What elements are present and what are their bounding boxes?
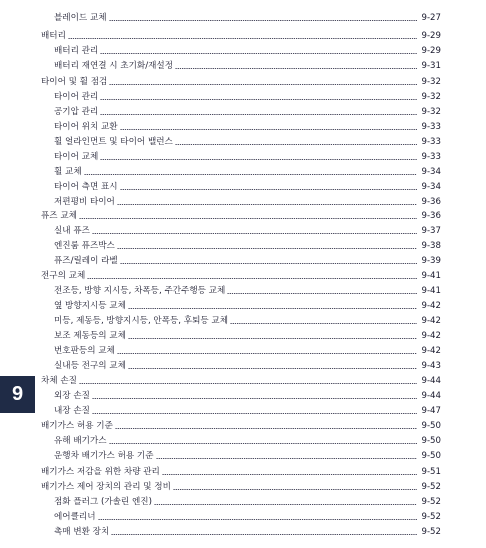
toc-subsection-entry[interactable] — [54, 313, 441, 327]
toc-page-number: 9-43 — [421, 361, 441, 371]
toc-entry-label: 퓨즈 교체 — [41, 211, 77, 221]
dot-leader — [79, 211, 417, 220]
toc-entry-label: 배터리 관리 — [54, 46, 99, 56]
toc-entry-label: 전조등, 방향 지시등, 차폭등, 주간주행등 교체 — [54, 286, 226, 296]
toc-subsection-entry[interactable] — [54, 283, 441, 297]
dot-leader — [68, 31, 417, 40]
toc-entry-label: 운행차 배기가스 허용 기준 — [54, 451, 154, 461]
toc-entry-label: 배기가스 저감을 위한 차량 관리 — [41, 467, 160, 477]
toc-page-number: 9-52 — [421, 482, 441, 492]
toc-subsection-entry[interactable] — [54, 89, 441, 103]
dot-leader — [120, 182, 417, 191]
toc-page-number: 9-32 — [421, 77, 441, 87]
dot-leader — [230, 316, 417, 325]
toc-subsection-entry[interactable] — [54, 343, 441, 357]
toc-entry-label: 옆 방향지시등 교체 — [54, 301, 126, 311]
dot-leader — [100, 92, 417, 101]
toc-subsection-entry[interactable] — [54, 328, 441, 342]
toc-subsection-entry[interactable] — [54, 194, 441, 208]
toc-page-number: 9-29 — [421, 31, 441, 41]
toc-subsection-entry[interactable] — [54, 104, 441, 118]
toc-page-number: 9-52 — [421, 512, 441, 522]
dot-leader — [92, 391, 417, 400]
toc-subsection-entry[interactable] — [54, 524, 441, 538]
toc-subsection-entry[interactable] — [54, 10, 441, 24]
toc-page-number: 9-41 — [421, 271, 441, 281]
toc-section-entry[interactable] — [41, 418, 441, 432]
toc-subsection-entry[interactable] — [54, 388, 441, 402]
dot-leader — [117, 346, 417, 355]
dot-leader — [227, 286, 417, 295]
toc-page-number: 9-44 — [421, 376, 441, 386]
toc-subsection-entry[interactable] — [54, 494, 441, 508]
dot-leader — [100, 107, 417, 116]
toc-page-number: 9-34 — [421, 167, 441, 177]
toc-page-number: 9-42 — [421, 346, 441, 356]
toc-page-number: 9-37 — [421, 226, 441, 236]
dot-leader — [109, 77, 417, 86]
toc-section-entry[interactable] — [41, 28, 441, 42]
toc-subsection-entry[interactable] — [54, 43, 441, 57]
toc-subsection-entry[interactable] — [54, 179, 441, 193]
dot-leader — [128, 301, 417, 310]
toc-page-number: 9-32 — [421, 92, 441, 102]
toc-page-number: 9-29 — [421, 46, 441, 56]
toc-entry-label: 공기압 관리 — [54, 107, 99, 117]
toc-entry-label: 에어클리너 — [54, 512, 96, 522]
dot-leader — [92, 406, 417, 415]
toc-page-number: 9-34 — [421, 182, 441, 192]
dot-leader — [79, 376, 417, 385]
dot-leader — [154, 497, 417, 506]
toc-section-entry[interactable] — [41, 268, 441, 282]
toc-page-number: 9-42 — [421, 301, 441, 311]
toc-page-number: 9-33 — [421, 137, 441, 147]
toc-entry-label: 촉매 변환 장치 — [54, 527, 110, 537]
toc-page-number: 9-32 — [421, 107, 441, 117]
toc-subsection-entry[interactable] — [54, 358, 441, 372]
dot-leader — [162, 467, 417, 476]
toc-page-number: 9-31 — [421, 61, 441, 71]
toc-page-number: 9-27 — [421, 13, 441, 23]
toc-page-number: 9-50 — [421, 451, 441, 461]
toc-subsection-entry[interactable] — [54, 403, 441, 417]
toc-entry-label: 저편평비 타이어 — [54, 197, 115, 207]
toc-subsection-entry[interactable] — [54, 223, 441, 237]
toc-section-entry[interactable] — [41, 464, 441, 478]
toc-section-entry[interactable] — [41, 373, 441, 387]
toc-subsection-entry[interactable] — [54, 134, 441, 148]
toc-entry-label: 유해 배기가스 — [54, 436, 107, 446]
toc-entry-label: 타이어 교체 — [54, 152, 99, 162]
toc-entry-label: 점화 플러그 (가솔린 엔진) — [54, 497, 152, 507]
toc-page-number: 9-33 — [421, 152, 441, 162]
toc-subsection-entry[interactable] — [54, 164, 441, 178]
toc-page-number: 9-36 — [421, 197, 441, 207]
toc-entry-label: 전구의 교체 — [41, 271, 86, 281]
toc-subsection-entry[interactable] — [54, 448, 441, 462]
dot-leader — [128, 361, 417, 370]
dot-leader — [92, 226, 417, 235]
toc-entry-label: 타이어 위치 교환 — [54, 122, 118, 132]
toc-subsection-entry[interactable] — [54, 58, 441, 72]
dot-leader — [111, 527, 417, 536]
toc-page-number: 9-52 — [421, 527, 441, 537]
dot-leader — [87, 271, 417, 280]
toc-subsection-entry[interactable] — [54, 509, 441, 523]
toc-section-entry[interactable] — [41, 74, 441, 88]
dot-leader — [109, 436, 417, 445]
dot-leader — [156, 451, 417, 460]
toc-entry-label: 타이어 및 휠 점검 — [41, 77, 108, 87]
dot-leader — [100, 46, 417, 55]
toc-page-number: 9-38 — [421, 241, 441, 251]
toc-entry-label: 보조 제동등의 교체 — [54, 331, 126, 341]
toc-entry-label: 차체 손질 — [41, 376, 77, 386]
toc-page-number: 9-50 — [421, 421, 441, 431]
toc-entry-label: 블레이드 교체 — [54, 13, 107, 23]
toc-page-number: 9-44 — [421, 391, 441, 401]
toc-entry-label: 타이어 관리 — [54, 92, 99, 102]
toc-subsection-entry[interactable] — [54, 253, 441, 267]
toc-entry-label: 배터리 — [41, 31, 66, 41]
toc-entry-label: 배기가스 허용 기준 — [41, 421, 113, 431]
dot-leader — [84, 167, 417, 176]
dot-leader — [115, 421, 417, 430]
toc-page-number: 9-52 — [421, 497, 441, 507]
toc-section-entry[interactable] — [41, 479, 441, 493]
toc-entry-label: 배기가스 제어 장치의 관리 및 정비 — [41, 482, 171, 492]
toc-entry-label: 퓨즈/릴레이 라벨 — [54, 256, 118, 266]
toc-subsection-entry[interactable] — [54, 119, 441, 133]
dot-leader — [120, 256, 417, 265]
toc-page-number: 9-42 — [421, 316, 441, 326]
dot-leader — [98, 512, 417, 521]
toc-entry-label: 휠 얼라인먼트 및 타이어 밸런스 — [54, 137, 173, 147]
dot-leader — [175, 61, 417, 70]
toc-subsection-entry[interactable] — [54, 433, 441, 447]
toc-entry-label: 타이어 측면 표시 — [54, 182, 118, 192]
toc-entry-label: 실내 퓨즈 — [54, 226, 90, 236]
toc-subsection-entry[interactable] — [54, 149, 441, 163]
toc-page-number: 9-33 — [421, 122, 441, 132]
dot-leader — [173, 482, 417, 491]
dot-leader — [120, 122, 417, 131]
dot-leader — [117, 197, 417, 206]
toc-entry-label: 번호판등의 교체 — [54, 346, 115, 356]
toc-entry-label: 실내등 전구의 교체 — [54, 361, 126, 371]
toc-page-number: 9-39 — [421, 256, 441, 266]
chapter-tab: 9 — [0, 376, 35, 413]
toc-subsection-entry[interactable] — [54, 298, 441, 312]
toc-page-number: 9-41 — [421, 286, 441, 296]
toc-section-entry[interactable] — [41, 208, 441, 222]
toc-entry-label: 엔진룸 퓨즈박스 — [54, 241, 115, 251]
toc-page-number: 9-50 — [421, 436, 441, 446]
toc-entry-label: 미등, 제동등, 방향지시등, 안폭등, 후퇴등 교체 — [54, 316, 229, 326]
toc-page-number: 9-51 — [421, 467, 441, 477]
toc-entry-label: 내장 손질 — [54, 406, 90, 416]
toc-subsection-entry[interactable] — [54, 238, 441, 252]
toc-page-number: 9-42 — [421, 331, 441, 341]
toc-entry-label: 휠 교체 — [54, 167, 82, 177]
toc-page-number: 9-47 — [421, 406, 441, 416]
dot-leader — [117, 241, 417, 250]
dot-leader — [128, 331, 417, 340]
dot-leader — [100, 152, 417, 161]
toc-page-number: 9-36 — [421, 211, 441, 221]
dot-leader — [109, 13, 417, 22]
toc-entry-label: 외장 손질 — [54, 391, 90, 401]
dot-leader — [175, 137, 417, 146]
toc-entry-label: 배터리 재연결 시 초기화/재설정 — [54, 61, 174, 71]
